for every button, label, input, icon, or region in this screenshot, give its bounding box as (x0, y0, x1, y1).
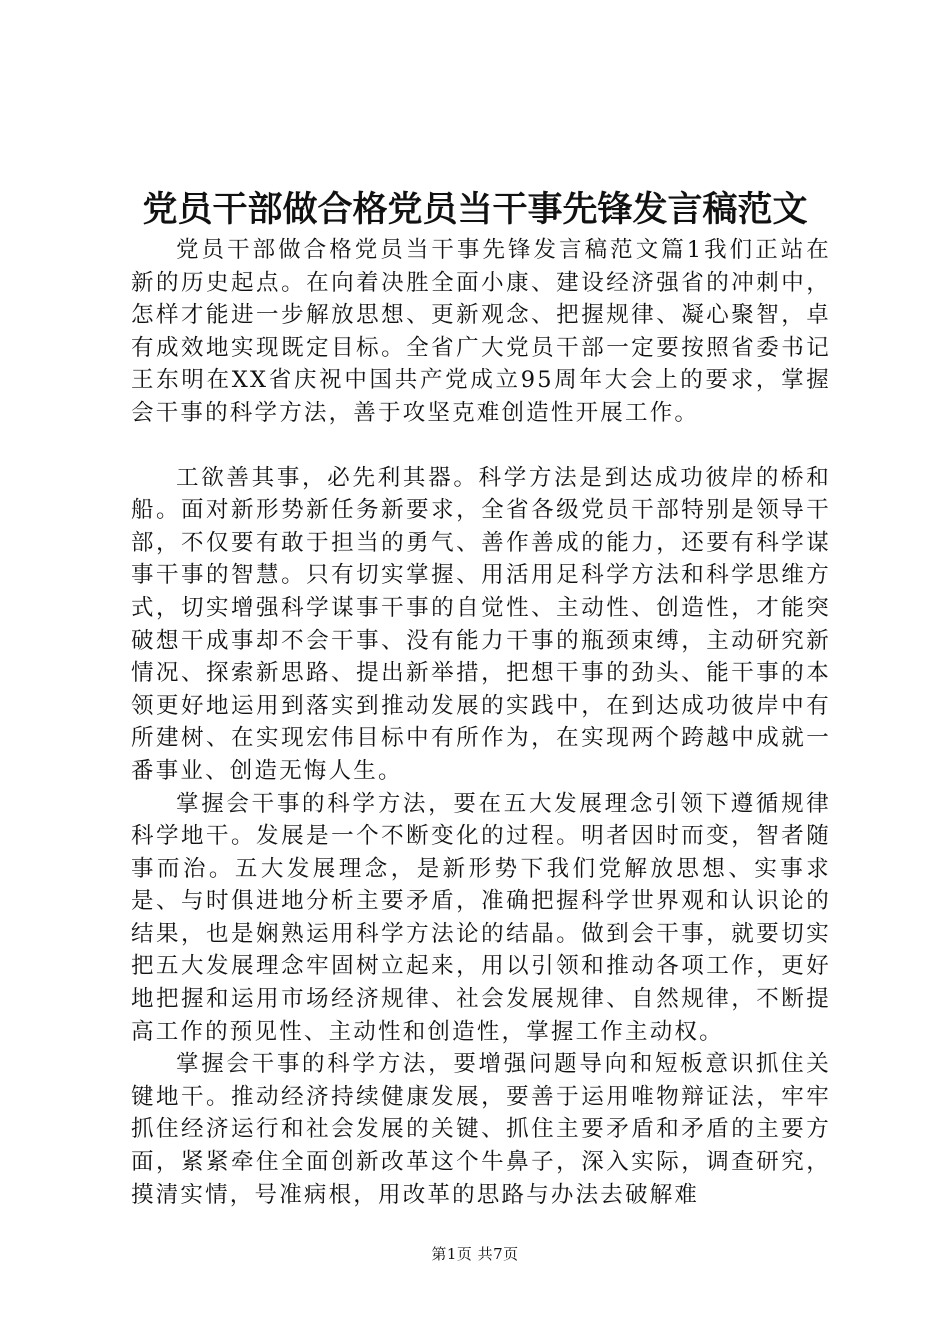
page-number-footer: 第1页 共7页 (431, 1245, 519, 1263)
paragraph-problem-orientation: 掌握会干事的科学方法，要增强问题导向和短板意识抓住关键地干。推动经济持续健康发展，要善于运用唯物辩证法，牢牢抓住经济运行和社会发展的关键、抓住主要矛盾和矛盾的主要方面，紧紧牵住全面创新改革这个牛鼻子，深入实际，调查研究，摸清实情，号准病根，用改革的思路与办法去破解难 (131, 1051, 831, 1208)
document-title: 党员干部做合格党员当干事先锋发言稿范文 (142, 189, 808, 230)
paragraph-intro: 党员干部做合格党员当干事先锋发言稿范文篇1我们正站在新的历史起点。在向着决胜全面小康、建设经济强省的冲刺中，怎样才能进一步解放思想、更新观念、把握规律、凝心聚智，卓有成效地实现既定目标。全省广大党员干部一定要按照省委书记王东明在XX省庆祝中国共产党成立95周年大会上的要求，掌握会干事的科学方法，善于攻坚克难创造性开展工作。 (131, 237, 831, 426)
document-body (131, 234, 831, 1211)
paragraph-development-concepts: 掌握会干事的科学方法，要在五大发展理念引领下遵循规律科学地干。发展是一个不断变化的过程。明者因时而变，智者随事而治。五大发展理念，是新形势下我们党解放思想、实事求是、与时俱进地分析主要矛盾，准确把握科学世界观和认识论的结果，也是娴熟运用科学方法论的结晶。做到会干事，就要切实把五大发展理念牢固树立起来，用以引领和推动各项工作，更好地把握和运用市场经济规律、社会发展规律、自然规律，不断提高工作的预见性、主动性和创造性，掌握工作主动权。 (131, 790, 831, 1045)
paragraph-tools: 工欲善其事，必先利其器。科学方法是到达成功彼岸的桥和船。面对新形势新任务新要求，全省各级党员干部特别是领导干部，不仅要有敢于担当的勇气、善作善成的能力，还要有科学谋事干事的智慧。只有切实掌握、用活用足科学方法和科学思维方式，切实增强科学谋事干事的自觉性、主动性、创造性，才能突破想干成事却不会干事、没有能力干事的瓶颈束缚，主动研究新情况、探索新思路、提出新举措，把想干事的劲头、能干事的本领更好地运用到落实到推动发展的实践中，在到达成功彼岸中有所建树、在实现宏伟目标中有所作为，在实现两个跨越中成就一番事业、创造无悔人生。 (131, 464, 831, 784)
